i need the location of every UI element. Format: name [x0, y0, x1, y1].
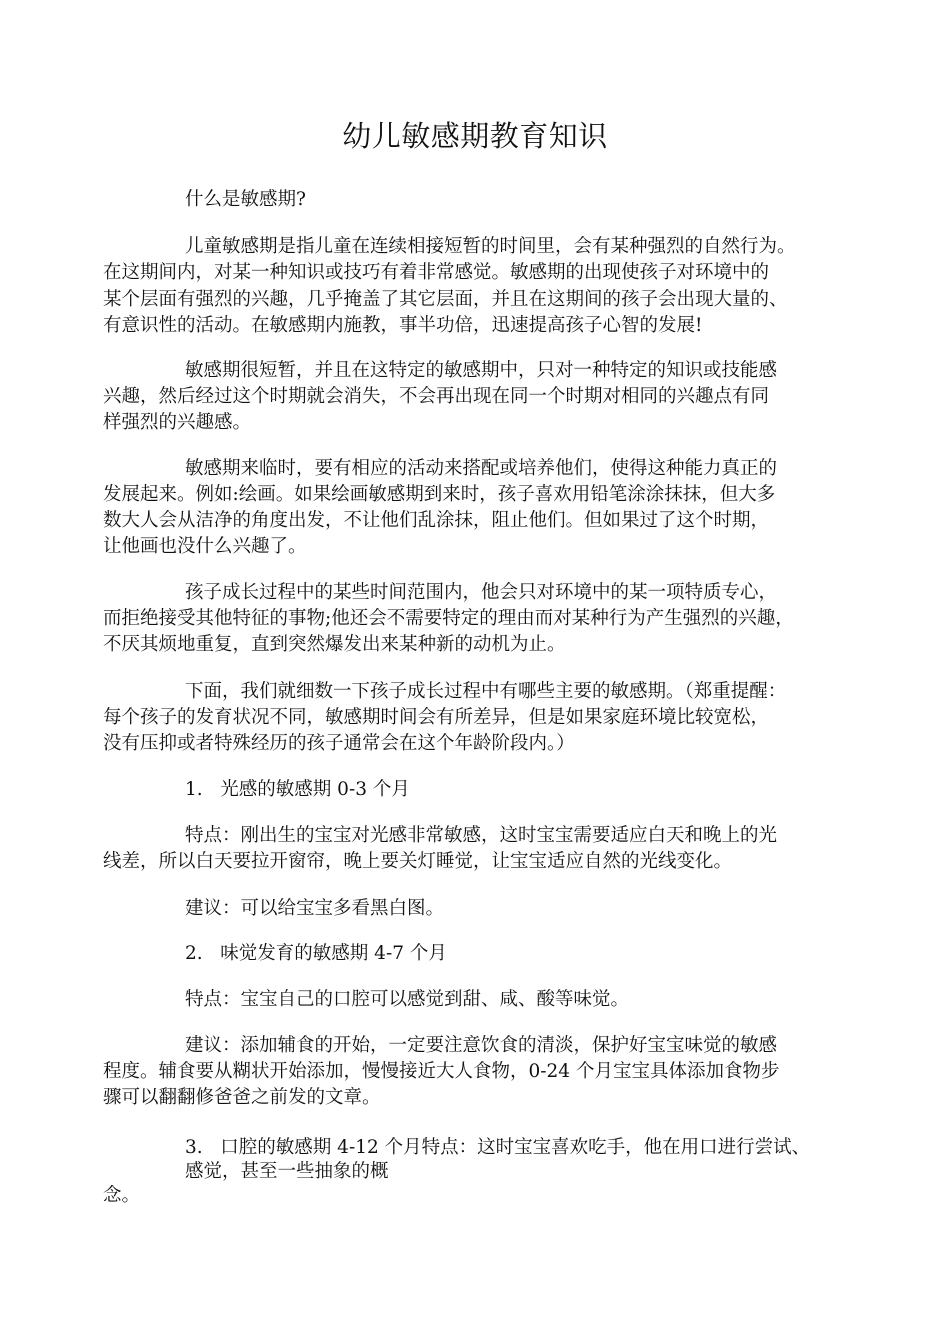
paragraph-line: 没有压抑或者特殊经历的孩子通常会在这个年龄阶段内。）	[103, 733, 575, 754]
paragraph-line: 敏感期很短暂，并且在这特定的敏感期中，只对一种特定的知识或技能感	[185, 360, 778, 381]
paragraph-line: 特点：宝宝自己的口腔可以感觉到甜、咸、酸等味觉。	[185, 989, 630, 1010]
section-heading: 2. 味觉发育的敏感期 4-7 个月	[185, 943, 447, 964]
paragraph-line: 样强烈的兴趣感。	[103, 412, 252, 433]
paragraph-line: 每个孩子的发育状况不同，敏感期时间会有所差异，但是如果家庭环境比较宽松，	[103, 707, 770, 728]
paragraph-line: 发展起来。例如:绘画。如果绘画敏感期到来时，孩子喜欢用铅笔涂涂抹抹，但大多	[103, 484, 776, 505]
paragraph-line: 兴趣，然后经过这个时期就会消失，不会再出现在同一个时期对相同的兴趣点有同	[103, 386, 770, 407]
paragraph-line: 骤可以翻翻修爸爸之前发的文章。	[103, 1087, 381, 1108]
paragraph-line: 建议：可以给宝宝多看黑白图。	[185, 898, 445, 919]
paragraph-line: 孩子成长过程中的某些时间范围内，他会只对环境中的某一项特质专心，	[185, 582, 778, 603]
paragraph-line: 而拒绝接受其他特征的事物;他还会不需要特定的理由而对某种行为产生强烈的兴趣，	[103, 608, 794, 629]
paragraph-line: 在这期间内，对某一种知识或技巧有着非常感觉。敏感期的出现使孩子对环境中的	[103, 262, 770, 283]
paragraph-line: 念。	[103, 1185, 141, 1206]
paragraph-line: 3. 口腔的敏感期 4-12 个月特点：这时宝宝喜欢吃手，他在用口进行尝试、	[185, 1137, 811, 1158]
section-heading: 1. 光感的敏感期 0-3 个月	[185, 779, 410, 800]
paragraph-line: 有意识性的活动。在敏感期内施教，事半功倍，迅速提高孩子心智的发展!	[103, 315, 703, 336]
paragraph-line: 下面，我们就细数一下孩子成长过程中有哪些主要的敏感期。（郑重提醒：	[185, 681, 787, 702]
paragraph-line: 不厌其烦地重复，直到突然爆发出来某种新的动机为止。	[103, 634, 566, 655]
paragraph-line: 让他画也没什么兴趣了。	[103, 536, 307, 557]
paragraph-line: 建议：添加辅食的开始，一定要注意饮食的清淡，保护好宝宝味觉的敏感	[185, 1035, 778, 1056]
paragraph-line: 敏感期来临时，要有相应的活动来搭配或培养他们，使得这种能力真正的	[185, 458, 778, 479]
paragraph-line: 线差，所以白天要拉开窗帘，晚上要关灯睡觉，让宝宝适应自然的光线变化。	[103, 851, 733, 872]
paragraph-line: 感觉，甚至一些抽象的概	[185, 1161, 389, 1182]
paragraph-line: 某个层面有强烈的兴趣，几乎掩盖了其它层面，并且在这期间的孩子会出现大量的、	[103, 289, 788, 310]
paragraph-line: 特点：刚出生的宝宝对光感非常敏感，这时宝宝需要适应白天和晚上的光	[185, 825, 778, 846]
paragraph-line: 儿童敏感期是指儿童在连续相接短暂的时间里，会有某种强烈的自然行为。	[185, 236, 796, 257]
paragraph-line: 数大人会从洁净的角度出发，不让他们乱涂抹，阻止他们。但如果过了这个时期，	[103, 510, 770, 531]
paragraph-line: 什么是敏感期?	[185, 189, 306, 210]
paragraph-line: 程度。辅食要从糊状开始添加，慢慢接近大人食物，0-24 个月宝宝具体添加食物步	[103, 1061, 780, 1082]
document-title: 幼儿敏感期教育知识	[342, 119, 608, 153]
